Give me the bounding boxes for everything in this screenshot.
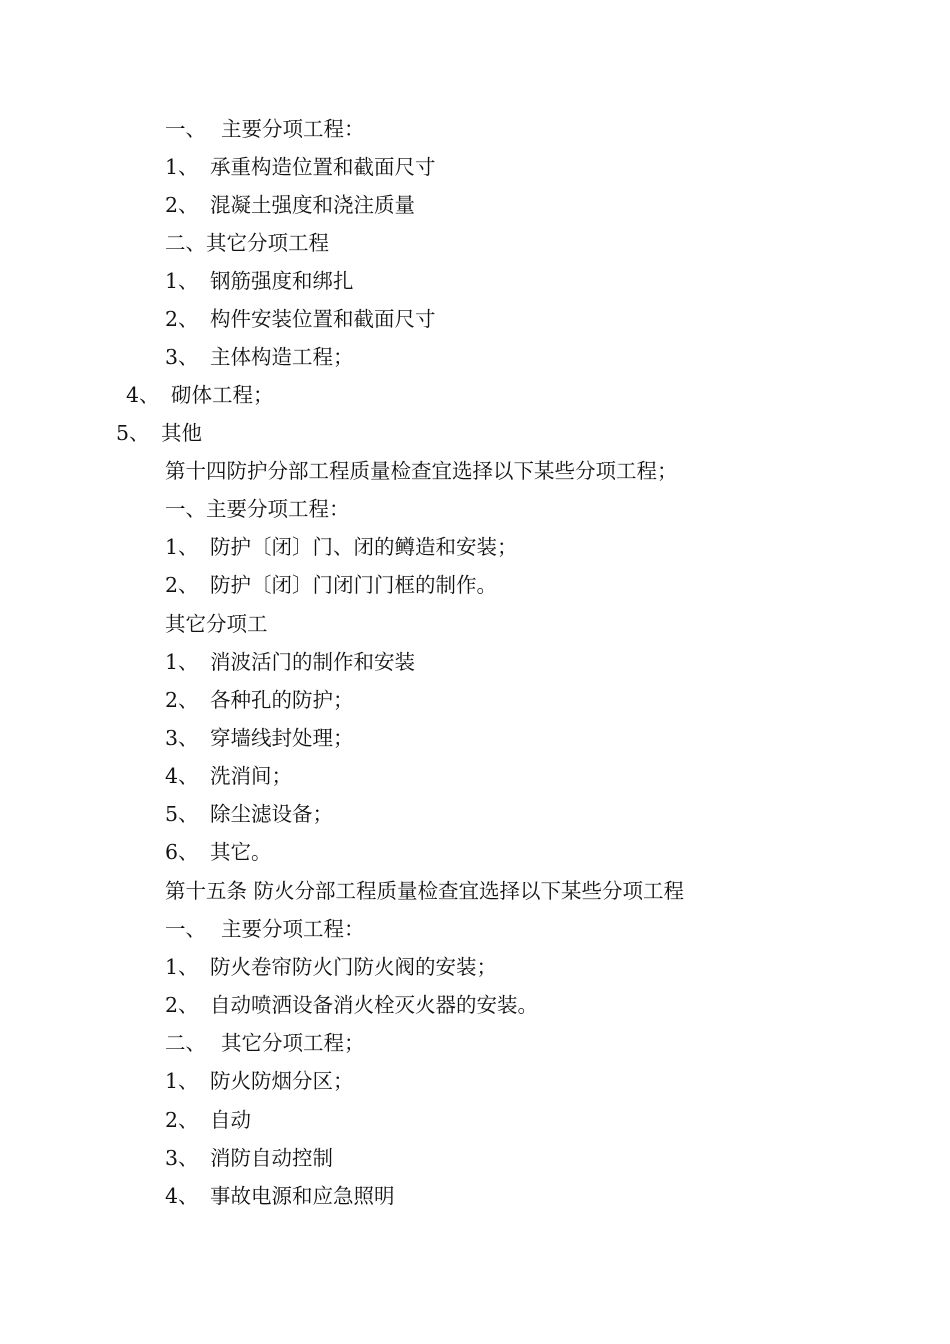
item-text: 穿墙线封处理；: [210, 726, 354, 750]
item-text: 构件安装位置和截面尺寸: [210, 307, 436, 331]
list-item: [165, 190, 415, 220]
list-item: [116, 418, 202, 448]
list-item: [165, 1181, 395, 1211]
list-item: [126, 380, 274, 410]
item-text: 砌体工程；: [171, 383, 274, 407]
item-number: 2、: [165, 307, 199, 331]
list-item: [165, 266, 354, 296]
section-15-heading: [165, 876, 684, 906]
item-text: 防火卷帘防火门防火阀的安装；: [210, 955, 497, 979]
item-number: 4、: [165, 1184, 199, 1208]
list-item: [165, 1105, 251, 1135]
item-number: 1、: [165, 269, 199, 293]
item-number: 1、: [165, 650, 199, 674]
item-text: 其它分项工: [165, 612, 268, 636]
list-item: [165, 685, 354, 715]
item-text: 第十四防护分部工程质量检查宜选择以下某些分项工程；: [165, 459, 678, 483]
item-number: 1、: [165, 1069, 199, 1093]
heading-primary-works: [165, 494, 350, 524]
item-number: 一、: [165, 917, 206, 941]
item-text: 其它分项工程；: [221, 1031, 365, 1055]
item-text: 防护〔闭〕门闭门门框的制作。: [210, 573, 497, 597]
item-number: 2、: [165, 193, 199, 217]
item-text: 事故电源和应急照明: [210, 1184, 395, 1208]
item-number: 1、: [165, 535, 199, 559]
list-item: [165, 647, 415, 677]
item-number: 5、: [165, 802, 199, 826]
item-text: 防火防烟分区；: [210, 1069, 354, 1093]
item-text: 二、其它分项工程: [165, 231, 329, 255]
item-text: 自动喷洒设备消火栓灭火器的安装。: [210, 993, 538, 1017]
list-item: [165, 799, 333, 829]
item-number: 2、: [165, 1108, 199, 1132]
item-text: 防护〔闭〕门、闭的鳟造和安装；: [210, 535, 518, 559]
item-number: 6、: [165, 840, 199, 864]
item-number: 二、: [165, 1031, 206, 1055]
item-text: 承重构造位置和截面尺寸: [210, 155, 436, 179]
list-item: [165, 570, 497, 600]
list-item: [165, 990, 538, 1020]
item-text: 各种孔的防护；: [210, 688, 354, 712]
list-item: [165, 952, 497, 982]
item-text: 主要分项工程：: [221, 917, 365, 941]
list-item: [165, 761, 292, 791]
heading-other-works: [165, 228, 329, 258]
item-text: 除尘滤设备；: [210, 802, 333, 826]
heading-other-works: [165, 609, 268, 639]
item-text: 主要分项工程：: [221, 117, 365, 141]
list-item: [165, 1143, 333, 1173]
item-number: 3、: [165, 345, 199, 369]
list-item: [165, 304, 436, 334]
item-number: 2、: [165, 993, 199, 1017]
item-number: 4、: [126, 383, 160, 407]
list-item: [165, 152, 436, 182]
item-text: 一、主要分项工程：: [165, 497, 350, 521]
item-number: 一、: [165, 117, 206, 141]
item-number: 1、: [165, 155, 199, 179]
list-item: [165, 1066, 354, 1096]
item-number: 2、: [165, 688, 199, 712]
item-number: 5、: [116, 421, 150, 445]
item-text: 消防自动控制: [210, 1146, 333, 1170]
heading-other-works: [165, 1028, 365, 1058]
heading-primary-works: [165, 914, 365, 944]
item-text: 消波活门的制作和安装: [210, 650, 415, 674]
item-text: 其它。: [210, 840, 272, 864]
list-item: [165, 342, 354, 372]
list-item: [165, 532, 518, 562]
section-14-heading: [165, 456, 678, 486]
item-text: 混凝土强度和浇注质量: [210, 193, 415, 217]
item-text: 其他: [161, 421, 202, 445]
heading-primary-works: [165, 114, 365, 144]
item-number: 2、: [165, 573, 199, 597]
item-number: 4、: [165, 764, 199, 788]
item-text: 钢筋强度和绑扎: [210, 269, 354, 293]
item-number: 3、: [165, 726, 199, 750]
item-number: 1、: [165, 955, 199, 979]
list-item: [165, 837, 272, 867]
item-text: 第十五条 防火分部工程质量检查宜选择以下某些分项工程: [165, 879, 685, 903]
item-text: 洗消间；: [210, 764, 292, 788]
item-number: 3、: [165, 1146, 199, 1170]
item-text: 自动: [210, 1108, 251, 1132]
item-text: 主体构造工程；: [210, 345, 354, 369]
list-item: [165, 723, 354, 753]
